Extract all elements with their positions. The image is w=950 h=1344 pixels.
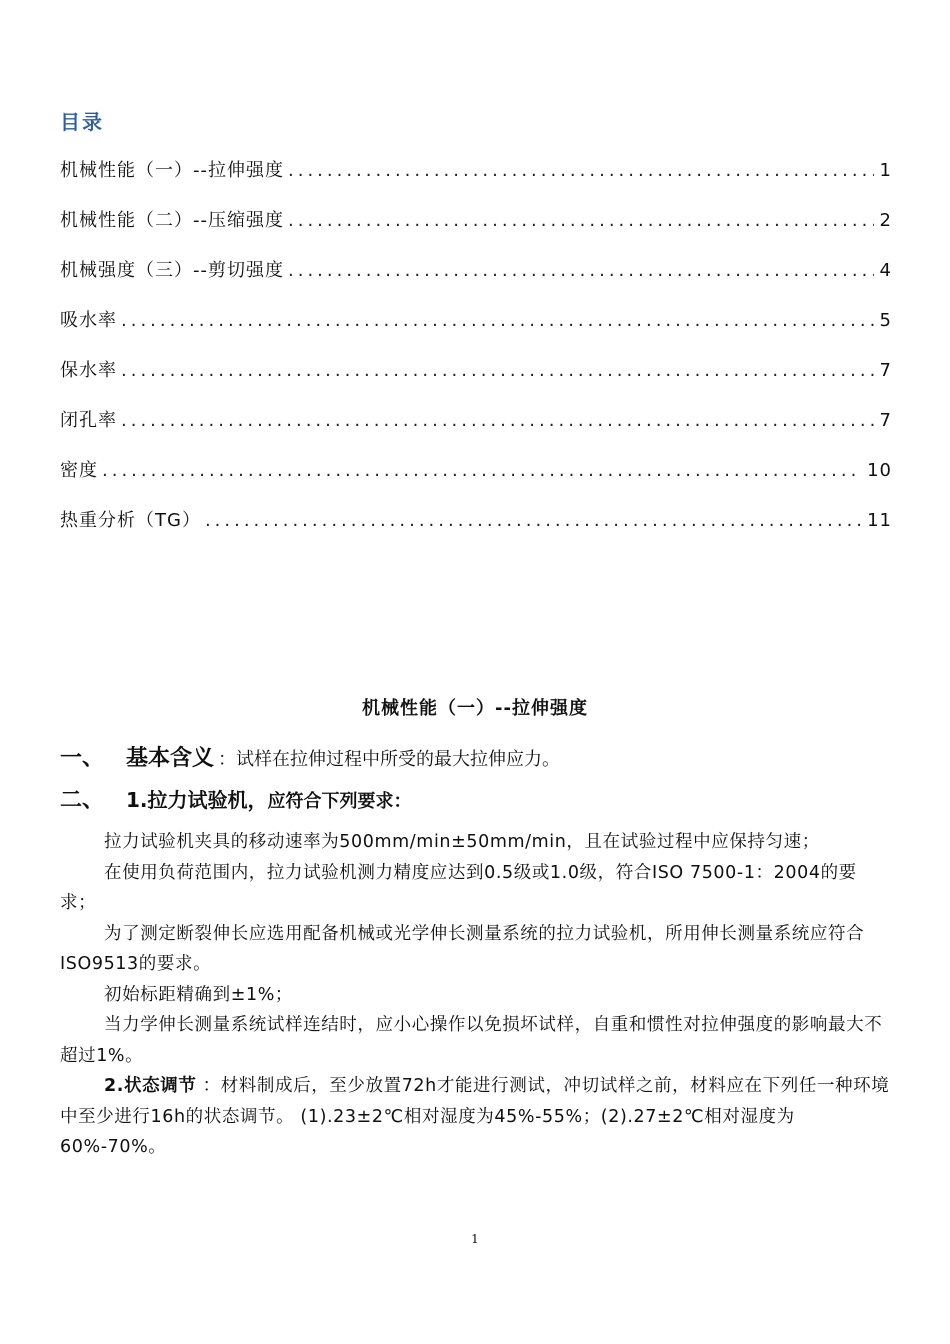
toc-entry-label: 机械强度（三）--剪切强度 bbox=[60, 260, 284, 281]
toc-entry[interactable] bbox=[60, 406, 892, 456]
part-one-heading: 基本含义 bbox=[126, 746, 215, 771]
toc-leader-dots bbox=[288, 160, 874, 181]
toc-entry-page: 7 bbox=[879, 360, 892, 381]
toc-entry[interactable] bbox=[60, 306, 892, 356]
requirement-paragraph: 在使用负荷范围内，拉力试验机测力精度应达到0.5级或1.0级，符合ISO 7500-1：2004的要求； bbox=[60, 862, 857, 913]
requirement-paragraph: 拉力试验机夹具的移动速率为500mm/min±50mm/min，且在试验过程中应保持匀速； bbox=[104, 832, 820, 852]
toc-entry-page: 5 bbox=[879, 310, 892, 331]
part-one-number: 一、 bbox=[60, 746, 105, 771]
toc-leader-dots bbox=[121, 360, 874, 381]
section-title: 机械性能（一）--拉伸强度 bbox=[362, 698, 588, 719]
toc-entry-label: 闭孔率 bbox=[60, 410, 117, 431]
conditioning-paragraph bbox=[60, 1071, 890, 1163]
table-of-contents bbox=[60, 156, 892, 556]
toc-entry[interactable] bbox=[60, 356, 892, 406]
toc-entry-label: 吸水率 bbox=[60, 310, 117, 331]
part-two-heading-row bbox=[60, 785, 890, 817]
toc-entry[interactable] bbox=[60, 156, 892, 206]
toc-leader-dots bbox=[121, 410, 874, 431]
toc-entry-label: 保水率 bbox=[60, 360, 117, 381]
toc-leader-dots bbox=[102, 460, 861, 481]
requirement-paragraph: 初始标距精确到±1%； bbox=[104, 984, 294, 1005]
toc-entry-label: 密度 bbox=[60, 460, 98, 481]
requirement-paragraph: 为了测定断裂伸长应选用配备机械或光学伸长测量系统的拉力试验机，所用伸长测量系统应符合ISO9513的要求。 bbox=[60, 923, 865, 974]
toc-entry-label: 机械性能（二）--压缩强度 bbox=[60, 210, 284, 231]
toc-entry-page: 7 bbox=[879, 410, 892, 431]
toc-entry-page: 4 bbox=[879, 260, 892, 281]
part-two-heading: 1.拉力试验机， bbox=[126, 788, 268, 812]
toc-entry[interactable] bbox=[60, 456, 892, 506]
toc-leader-dots bbox=[288, 210, 874, 231]
toc-entry-page: 1 bbox=[879, 160, 892, 181]
part-one bbox=[60, 744, 890, 775]
part-two-number: 二、 bbox=[60, 788, 105, 813]
toc-entry-page: 11 bbox=[867, 510, 892, 531]
requirement-paragraph: 当力学伸长测量系统试样连结时，应小心操作以免损坏试样，自重和惯性对拉伸强度的影响最大不超过1%。 bbox=[60, 1015, 883, 1066]
conditioning-text: ：材料制成后，至少放置72h才能进行测试，冲切试样之前，材料应在下列任一种环境中至少进行16h的状态调节。 (1).23±2℃相对湿度为45%-55%；(2).27±2℃相对湿度为60%-70%。 bbox=[60, 1076, 890, 1157]
part-one-text: ：试样在拉伸过程中所受的最大拉伸应力。 bbox=[218, 749, 561, 770]
toc-leader-dots bbox=[205, 510, 861, 531]
page-number: 1 bbox=[471, 1232, 479, 1246]
toc-entry-page: 2 bbox=[879, 210, 892, 231]
toc-leader-dots bbox=[121, 310, 874, 331]
part-two-heading-rest: 应符合下列要求： bbox=[267, 791, 412, 812]
toc-title: 目录 bbox=[60, 110, 104, 134]
toc-entry[interactable] bbox=[60, 506, 892, 556]
toc-entry[interactable] bbox=[60, 206, 892, 256]
conditioning-label: 2.状态调节 bbox=[104, 1076, 197, 1096]
toc-entry-page: 10 bbox=[867, 460, 892, 481]
toc-entry-label: 机械性能（一）--拉伸强度 bbox=[60, 160, 284, 181]
section-body bbox=[60, 744, 890, 1163]
toc-leader-dots bbox=[288, 260, 874, 281]
toc-entry-label: 热重分析（TG） bbox=[60, 510, 201, 531]
toc-entry[interactable] bbox=[60, 256, 892, 306]
